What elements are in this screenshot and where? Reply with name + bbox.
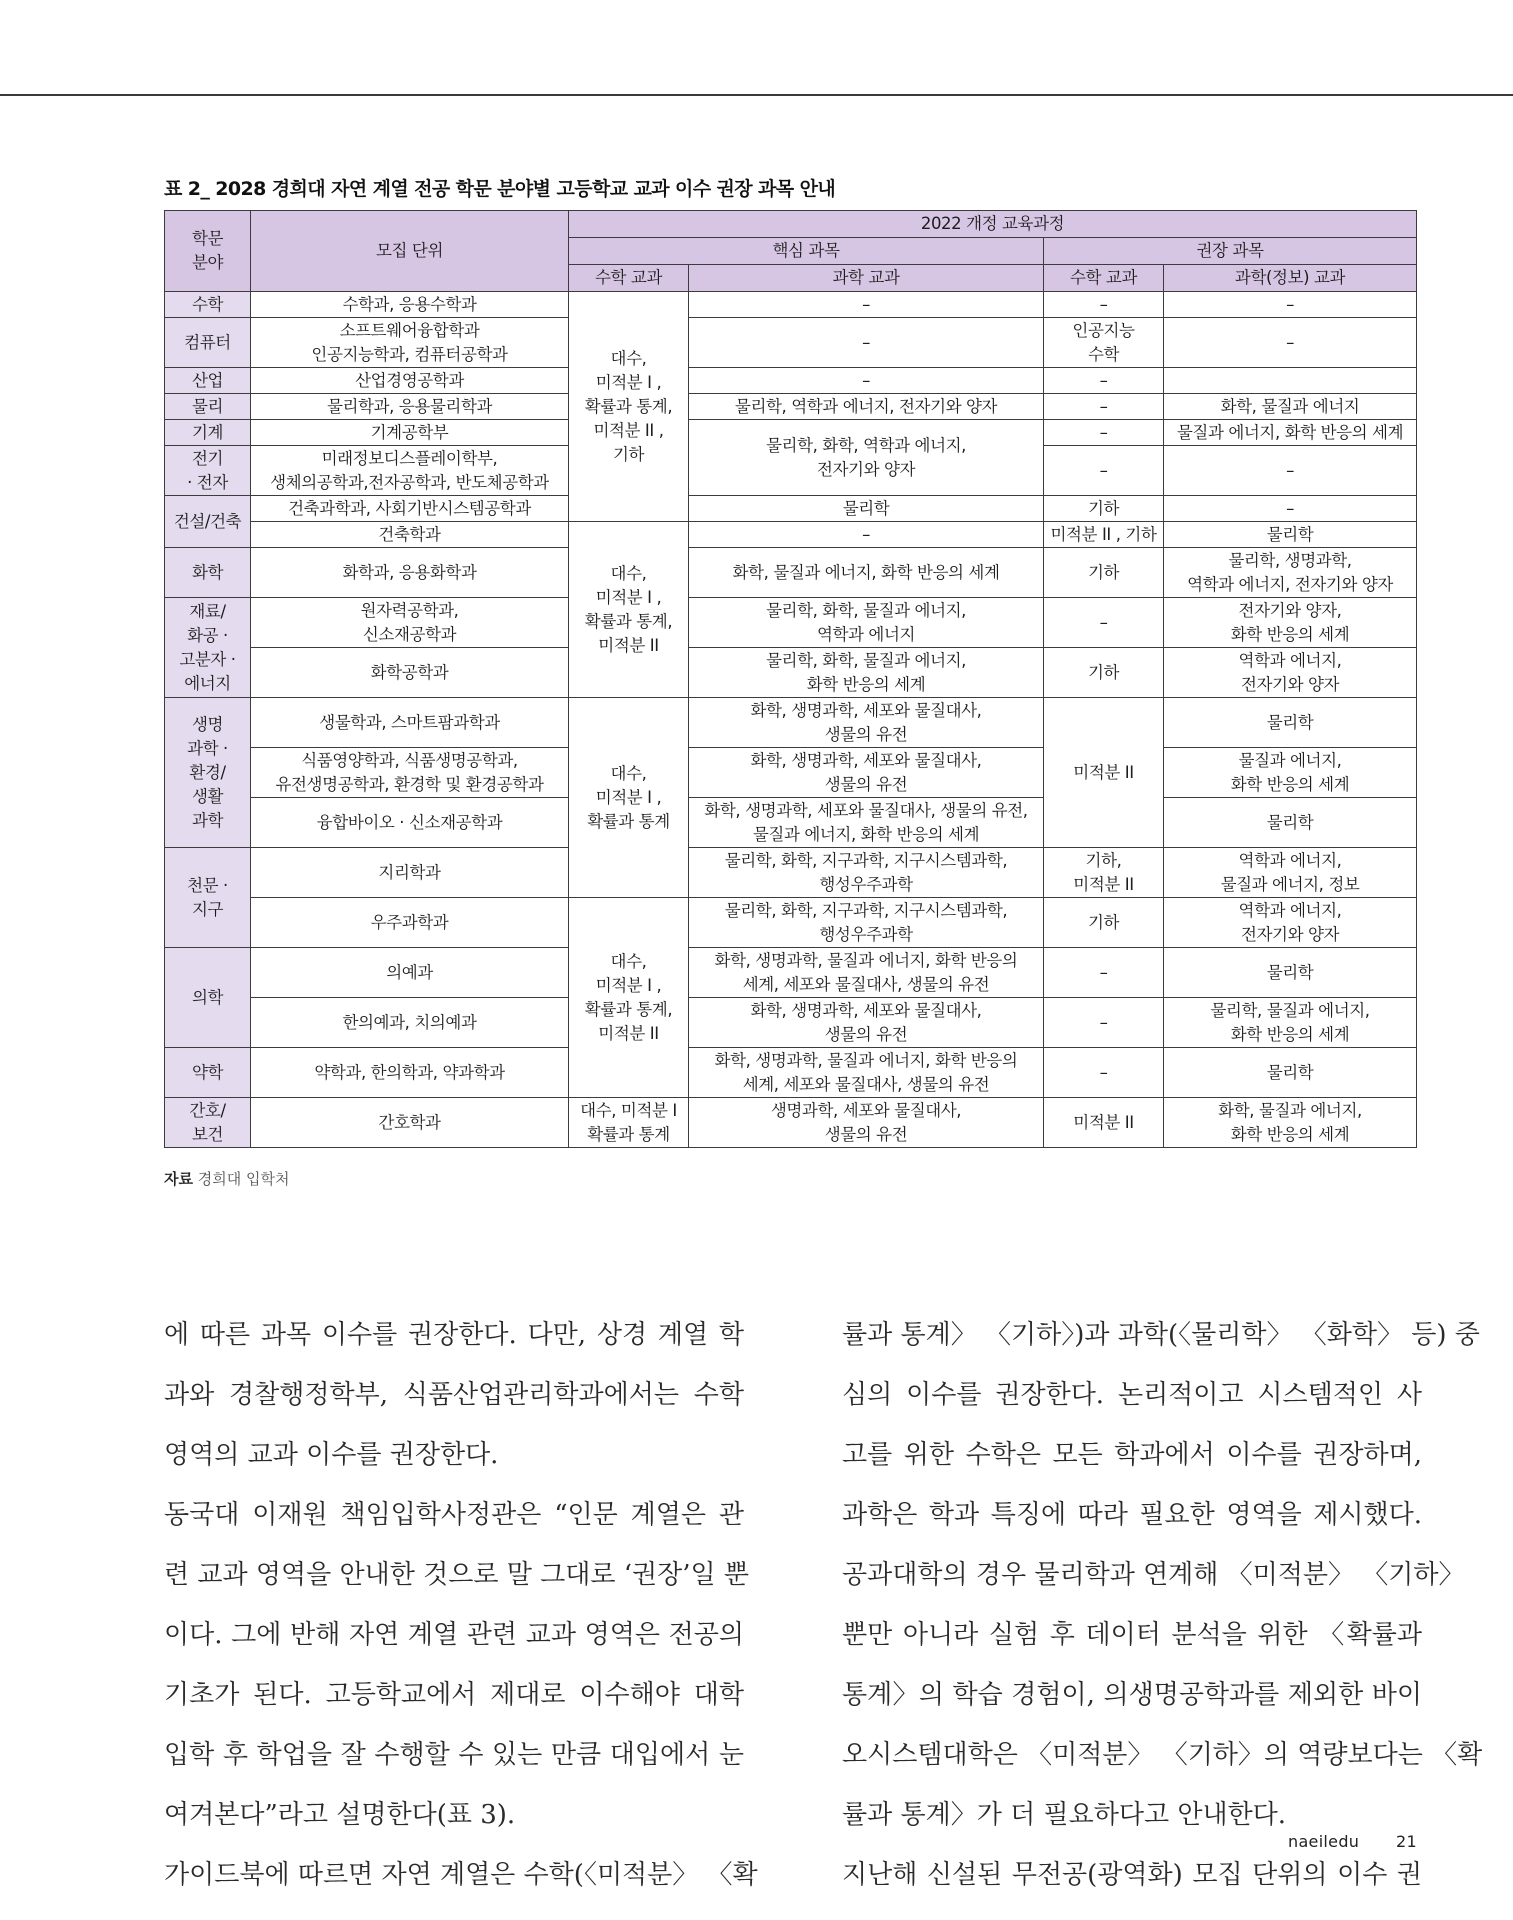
rec-science-cell — [1164, 368, 1417, 394]
field-mechanical: 기계 — [165, 420, 251, 446]
body-column-left — [164, 1305, 758, 1905]
table-row — [165, 1048, 1417, 1098]
rec-math-cell: 기하 — [1044, 548, 1164, 598]
core-science-cell: 물리학, 역학과 에너지, 전자기와 양자 — [689, 394, 1044, 420]
core-science-cell: 물리학, 화학, 물질과 에너지, 역학과 에너지 — [689, 598, 1044, 648]
rec-science-cell: – — [1164, 496, 1417, 522]
core-science-cell: – — [689, 368, 1044, 394]
rec-science-cell: 역학과 에너지, 전자기와 양자 — [1164, 648, 1417, 698]
header-field: 학문 분야 — [165, 211, 251, 292]
top-rule — [0, 94, 1513, 96]
field-nursing: 간호/ 보건 — [165, 1098, 251, 1148]
rec-science-cell: 물리학, 물질과 에너지, 화학 반응의 세계 — [1164, 998, 1417, 1048]
table-row — [165, 648, 1417, 698]
rec-science-cell: – — [1164, 318, 1417, 368]
field-life: 생명 과학 · 환경/ 생활 과학 — [165, 698, 251, 848]
table-row — [165, 496, 1417, 522]
body-line: 여겨본다”라고 설명한다(표 3). — [164, 1800, 516, 1830]
rec-math-cell: 미적분 II , 기하 — [1044, 522, 1164, 548]
header-core: 핵심 과목 — [569, 238, 1044, 265]
core-math-group-3: 대수, 미적분 I , 확률과 통계 — [569, 698, 689, 898]
core-science-cell: 화학, 생명과학, 물질과 에너지, 화학 반응의 세계, 세포와 물질대사, 생물의 유전 — [689, 948, 1044, 998]
body-line: 과와 경찰행정학부, 식품산업관리학과에서는 수학 — [164, 1380, 744, 1410]
rec-math-cell: – — [1044, 420, 1164, 446]
rec-science-cell: – — [1164, 292, 1417, 318]
core-science-cell: – — [689, 522, 1044, 548]
core-science-cell: 화학, 생명과학, 세포와 물질대사, 생물의 유전, 물질과 에너지, 화학 반응의 세계 — [689, 798, 1044, 848]
unit-cell: 기계공학부 — [251, 420, 569, 446]
body-line: 입학 후 학업을 잘 수행할 수 있는 만큼 대입에서 눈 — [164, 1740, 744, 1770]
rec-science-cell: 물리학, 생명과학, 역학과 에너지, 전자기와 양자 — [1164, 548, 1417, 598]
body-line: 통계〉의 학습 경험이, 의생명공학과를 제외한 바이 — [842, 1680, 1422, 1710]
source-text: 경희대 입학처 — [197, 1170, 290, 1188]
rec-math-cell: 기하 — [1044, 898, 1164, 948]
table-row — [165, 368, 1417, 394]
header-core-math: 수학 교과 — [569, 265, 689, 292]
rec-math-cell: 기하 — [1044, 648, 1164, 698]
table-row — [165, 998, 1417, 1048]
table-row — [165, 748, 1417, 798]
core-science-cell: 생명과학, 세포와 물질대사, 생물의 유전 — [689, 1098, 1044, 1148]
curriculum-table — [164, 210, 1417, 1148]
table-row — [165, 948, 1417, 998]
body-line: 가이드북에 따르면 자연 계열은 수학(〈미적분〉 〈확 — [164, 1860, 758, 1890]
footer-brand: naeiledu — [1288, 1832, 1360, 1851]
rec-science-cell: 전자기와 양자, 화학 반응의 세계 — [1164, 598, 1417, 648]
unit-cell: 식품영양학과, 식품생명공학과, 유전생명공학과, 환경학 및 환경공학과 — [251, 748, 569, 798]
rec-math-cell: 인공지능 수학 — [1044, 318, 1164, 368]
unit-cell: 수학과, 응용수학과 — [251, 292, 569, 318]
unit-cell: 융합바이오 · 신소재공학과 — [251, 798, 569, 848]
rec-science-cell: – — [1164, 446, 1417, 496]
table-row — [165, 898, 1417, 948]
core-science-cell: 물리학, 화학, 물질과 에너지, 화학 반응의 세계 — [689, 648, 1044, 698]
core-math-group-2: 대수, 미적분 I , 확률과 통계, 미적분 II — [569, 522, 689, 698]
body-line: 지난해 신설된 무전공(광역화) 모집 단위의 이수 권 — [842, 1860, 1422, 1890]
rec-science-cell: 물질과 에너지, 화학 반응의 세계 — [1164, 748, 1417, 798]
core-math-cell: 대수, 미적분 I 확률과 통계 — [569, 1098, 689, 1148]
field-industry: 산업 — [165, 368, 251, 394]
rec-math-cell: – — [1044, 368, 1164, 394]
field-astro: 천문 · 지구 — [165, 848, 251, 948]
rec-science-cell: 물리학 — [1164, 798, 1417, 848]
table-row — [165, 420, 1417, 446]
unit-cell: 우주과학과 — [251, 898, 569, 948]
core-science-cell: 화학, 물질과 에너지, 화학 반응의 세계 — [689, 548, 1044, 598]
field-physics: 물리 — [165, 394, 251, 420]
header-core-science: 과학 교과 — [689, 265, 1044, 292]
core-science-cell: 화학, 생명과학, 물질과 에너지, 화학 반응의 세계, 세포와 물질대사, 생물의 유전 — [689, 1048, 1044, 1098]
body-line: 기초가 된다. 고등학교에서 제대로 이수해야 대학 — [164, 1680, 744, 1710]
unit-cell: 의예과 — [251, 948, 569, 998]
rec-science-cell: 물리학 — [1164, 1048, 1417, 1098]
unit-cell: 건축과학과, 사회기반시스템공학과 — [251, 496, 569, 522]
header-rec-science: 과학(정보) 교과 — [1164, 265, 1417, 292]
rec-math-cell: 미적분 II — [1044, 1098, 1164, 1148]
core-science-cell: 화학, 생명과학, 세포와 물질대사, 생물의 유전 — [689, 698, 1044, 748]
field-materials: 재료/ 화공 · 고분자 · 에너지 — [165, 598, 251, 698]
rec-science-cell: 물리학 — [1164, 948, 1417, 998]
unit-cell: 한의예과, 치의예과 — [251, 998, 569, 1048]
rec-math-cell: – — [1044, 292, 1164, 318]
rec-math-cell: – — [1044, 998, 1164, 1048]
body-line: 에 따른 과목 이수를 권장한다. 다만, 상경 계열 학 — [164, 1320, 744, 1350]
rec-math-cell: – — [1044, 394, 1164, 420]
core-science-cell: – — [689, 318, 1044, 368]
core-science-cell: 물리학, 화학, 지구과학, 지구시스템과학, 행성우주과학 — [689, 898, 1044, 948]
field-pharmacy: 약학 — [165, 1048, 251, 1098]
unit-cell: 물리학과, 응용물리학과 — [251, 394, 569, 420]
table-row — [165, 848, 1417, 898]
core-science-cell: 화학, 생명과학, 세포와 물질대사, 생물의 유전 — [689, 748, 1044, 798]
field-chemistry: 화학 — [165, 548, 251, 598]
body-column-right — [842, 1305, 1483, 1905]
header-rec-math: 수학 교과 — [1044, 265, 1164, 292]
body-line: 심의 이수를 권장한다. 논리적이고 시스템적인 사 — [842, 1380, 1422, 1410]
table-row — [165, 698, 1417, 748]
unit-cell: 원자력공학과, 신소재공학과 — [251, 598, 569, 648]
body-line: 률과 통계〉 〈기하〉)과 과학(〈물리학〉 〈화학〉 등) 중 — [842, 1320, 1480, 1350]
unit-cell: 소프트웨어융합학과 인공지능학과, 컴퓨터공학과 — [251, 318, 569, 368]
rec-math-cell: – — [1044, 948, 1164, 998]
core-science-cell: – — [689, 292, 1044, 318]
table-row — [165, 292, 1417, 318]
body-line: 오시스템대학은 〈미적분〉 〈기하〉의 역량보다는 〈확 — [842, 1740, 1483, 1770]
body-line: 영역의 교과 이수를 권장한다. — [164, 1440, 499, 1470]
body-line: 이다. 그에 반해 자연 계열 관련 교과 영역은 전공의 — [164, 1620, 744, 1650]
core-science-cell: 화학, 생명과학, 세포와 물질대사, 생물의 유전 — [689, 998, 1044, 1048]
core-science-cell: 물리학, 화학, 역학과 에너지, 전자기와 양자 — [689, 420, 1044, 496]
body-line: 련 교과 영역을 안내한 것으로 말 그대로 ‘권장’일 뿐 — [164, 1560, 749, 1590]
field-medicine: 의학 — [165, 948, 251, 1048]
source-note — [164, 1168, 289, 1189]
body-line: 뿐만 아니라 실험 후 데이터 분석을 위한 〈확률과 — [842, 1620, 1422, 1650]
rec-science-cell: 역학과 에너지, 물질과 에너지, 정보 — [1164, 848, 1417, 898]
core-math-group-1: 대수, 미적분 I , 확률과 통계, 미적분 II , 기하 — [569, 292, 689, 522]
rec-science-cell: 화학, 물질과 에너지 — [1164, 394, 1417, 420]
field-math: 수학 — [165, 292, 251, 318]
rec-science-cell: 물리학 — [1164, 698, 1417, 748]
rec-science-cell: 화학, 물질과 에너지, 화학 반응의 세계 — [1164, 1098, 1417, 1148]
rec-science-cell: 물질과 에너지, 화학 반응의 세계 — [1164, 420, 1417, 446]
core-science-cell: 물리학, 화학, 지구과학, 지구시스템과학, 행성우주과학 — [689, 848, 1044, 898]
table-row — [165, 522, 1417, 548]
body-line: 공과대학의 경우 물리학과 연계해 〈미적분〉 〈기하〉 — [842, 1560, 1465, 1590]
rec-science-cell: 물리학 — [1164, 522, 1417, 548]
unit-cell: 건축학과 — [251, 522, 569, 548]
body-line: 동국대 이재원 책임입학사정관은 “인문 계열은 관 — [164, 1500, 744, 1530]
rec-math-cell: 기하, 미적분 II — [1044, 848, 1164, 898]
field-construction: 건설/건축 — [165, 496, 251, 548]
rec-math-cell: – — [1044, 598, 1164, 648]
header-recommended: 권장 과목 — [1044, 238, 1417, 265]
core-science-cell: 물리학 — [689, 496, 1044, 522]
field-computer: 컴퓨터 — [165, 318, 251, 368]
table-row — [165, 548, 1417, 598]
unit-cell: 화학공학과 — [251, 648, 569, 698]
source-label: 자료 — [164, 1170, 193, 1188]
header-curriculum: 2022 개정 교육과정 — [569, 211, 1417, 238]
unit-cell: 화학과, 응용화학과 — [251, 548, 569, 598]
table-row — [165, 1098, 1417, 1148]
unit-cell: 생물학과, 스마트팜과학과 — [251, 698, 569, 748]
unit-cell: 약학과, 한의학과, 약과학과 — [251, 1048, 569, 1098]
table-title: 표 2_ 2028 경희대 자연 계열 전공 학문 분야별 고등학교 교과 이수 권장 과목 안내 — [164, 178, 836, 200]
unit-cell: 지리학과 — [251, 848, 569, 898]
header-unit: 모집 단위 — [251, 211, 569, 292]
body-line: 고를 위한 수학은 모든 학과에서 이수를 권장하며, — [842, 1440, 1422, 1470]
table-row — [165, 394, 1417, 420]
rec-math-cell: – — [1044, 446, 1164, 496]
table-row — [165, 798, 1417, 848]
rec-math-cell: 미적분 II — [1044, 698, 1164, 848]
body-line: 과학은 학과 특징에 따라 필요한 영역을 제시했다. — [842, 1500, 1422, 1530]
rec-math-cell: 기하 — [1044, 496, 1164, 522]
unit-cell: 산업경영공학과 — [251, 368, 569, 394]
table-row — [165, 598, 1417, 648]
body-line: 률과 통계〉가 더 필요하다고 안내한다. — [842, 1800, 1287, 1830]
core-math-group-4: 대수, 미적분 I , 확률과 통계, 미적분 II — [569, 898, 689, 1098]
unit-cell: 미래정보디스플레이학부, 생체의공학과,전자공학과, 반도체공학과 — [251, 446, 569, 496]
unit-cell: 간호학과 — [251, 1098, 569, 1148]
field-electrical: 전기 · 전자 — [165, 446, 251, 496]
table-row — [165, 318, 1417, 368]
page-number: 21 — [1396, 1832, 1417, 1851]
rec-science-cell: 역학과 에너지, 전자기와 양자 — [1164, 898, 1417, 948]
rec-math-cell: – — [1044, 1048, 1164, 1098]
